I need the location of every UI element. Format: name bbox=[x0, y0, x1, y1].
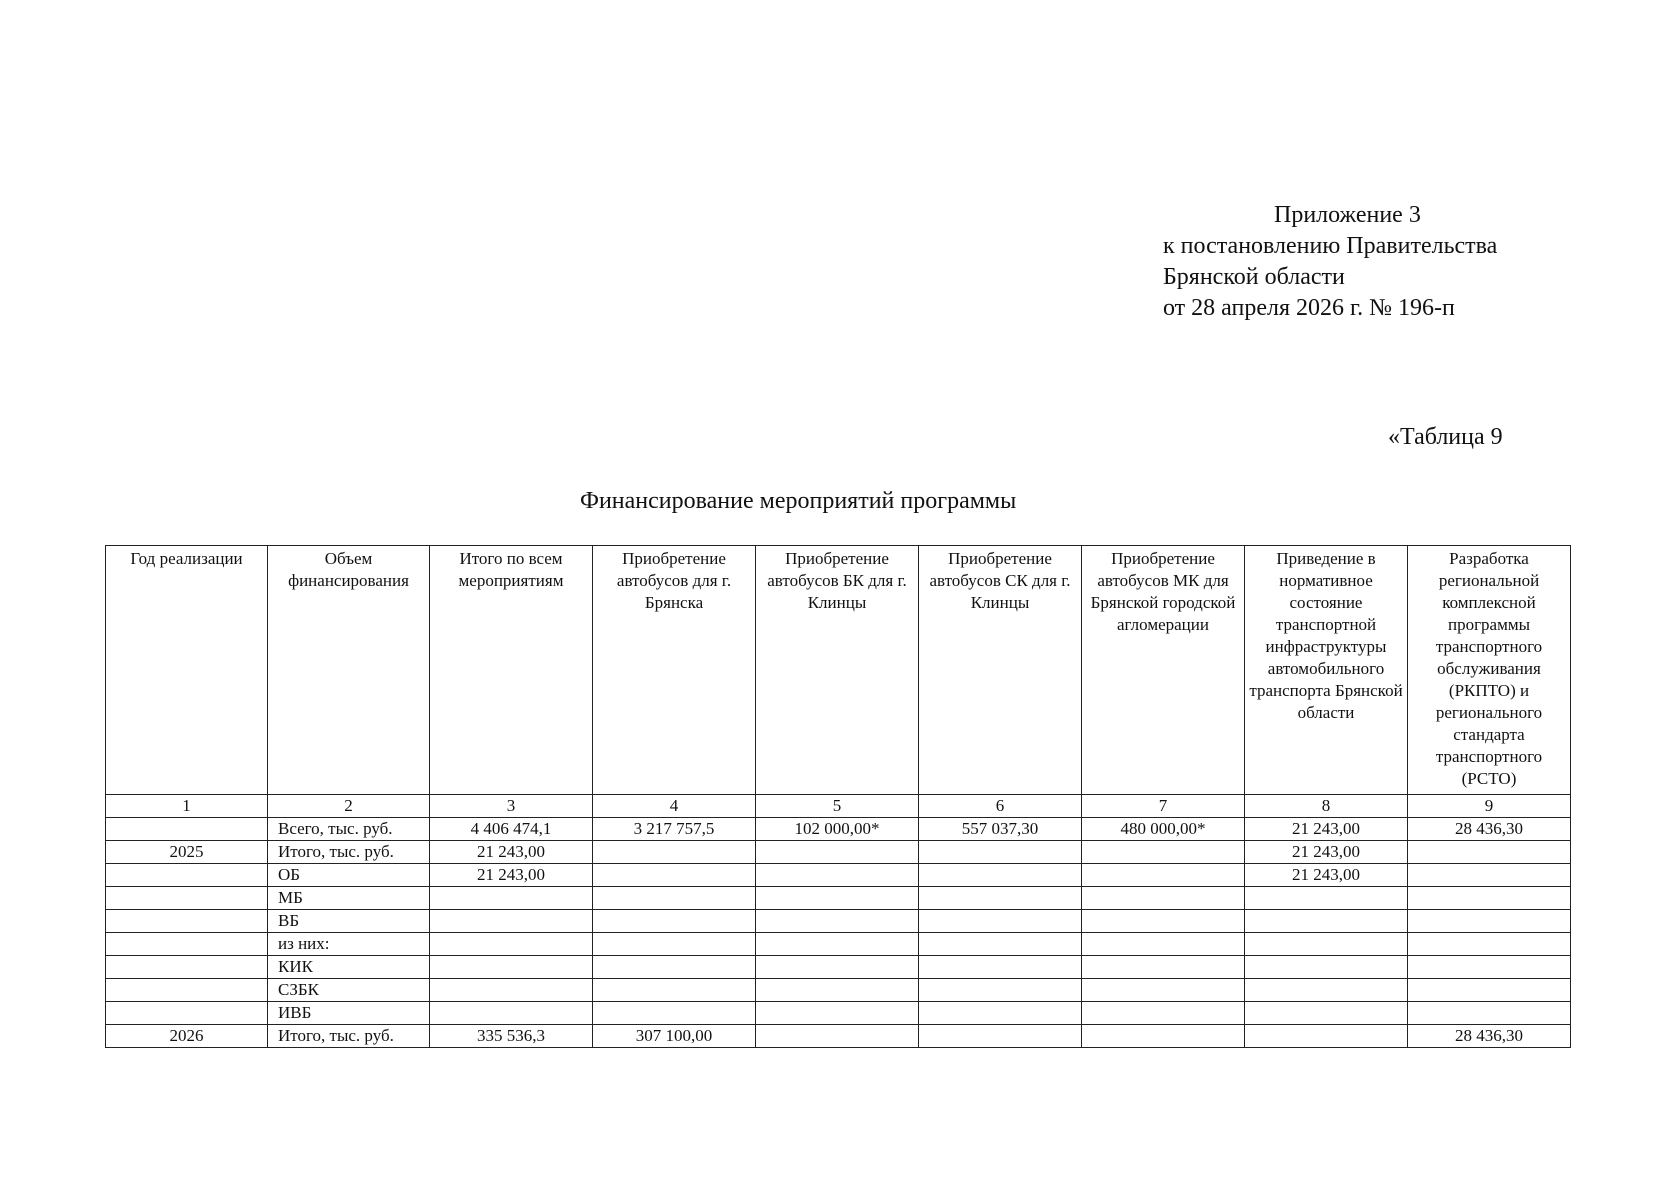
header-cell: Приведение в нормативное состояние транспортной инфраструктуры автомобильного транспорта Брянской области bbox=[1245, 546, 1408, 795]
amount-cell bbox=[1408, 887, 1571, 910]
year-cell bbox=[106, 933, 268, 956]
appendix-line-1: Приложение 3 bbox=[1274, 202, 1421, 228]
amount-cell bbox=[1082, 910, 1245, 933]
year-cell bbox=[106, 818, 268, 841]
amount-cell bbox=[430, 910, 593, 933]
funding-type-cell: Итого, тыс. руб. bbox=[268, 841, 430, 864]
amount-cell: 21 243,00 bbox=[1245, 818, 1408, 841]
financing-table bbox=[105, 545, 1571, 1048]
funding-type-cell: Всего, тыс. руб. bbox=[268, 818, 430, 841]
amount-cell: 557 037,30 bbox=[919, 818, 1082, 841]
column-number: 3 bbox=[430, 795, 593, 818]
amount-cell bbox=[430, 956, 593, 979]
table-row bbox=[106, 841, 1571, 864]
amount-cell bbox=[1082, 979, 1245, 1002]
amount-cell bbox=[1245, 887, 1408, 910]
table-header-row bbox=[106, 546, 1571, 795]
document-title: Финансирование мероприятий программы bbox=[580, 488, 1017, 514]
funding-type-cell: СЗБК bbox=[268, 979, 430, 1002]
appendix-line-3: Брянской области bbox=[1163, 264, 1345, 290]
year-cell bbox=[106, 887, 268, 910]
column-number: 1 bbox=[106, 795, 268, 818]
amount-cell: 4 406 474,1 bbox=[430, 818, 593, 841]
amount-cell bbox=[1408, 841, 1571, 864]
amount-cell bbox=[1245, 933, 1408, 956]
amount-cell bbox=[1408, 910, 1571, 933]
table-row bbox=[106, 864, 1571, 887]
amount-cell bbox=[1408, 864, 1571, 887]
amount-cell bbox=[430, 1002, 593, 1025]
year-cell: 2026 bbox=[106, 1025, 268, 1048]
amount-cell bbox=[593, 933, 756, 956]
year-cell bbox=[106, 864, 268, 887]
column-number: 9 bbox=[1408, 795, 1571, 818]
column-number-row bbox=[106, 795, 1571, 818]
appendix-line-4: от 28 апреля 2026 г. № 196-п bbox=[1163, 295, 1455, 321]
amount-cell: 21 243,00 bbox=[1245, 841, 1408, 864]
amount-cell: 28 436,30 bbox=[1408, 818, 1571, 841]
amount-cell bbox=[919, 864, 1082, 887]
amount-cell bbox=[430, 979, 593, 1002]
amount-cell: 102 000,00* bbox=[756, 818, 919, 841]
amount-cell bbox=[919, 910, 1082, 933]
header-cell: Итого по всем мероприятиям bbox=[430, 546, 593, 795]
amount-cell bbox=[593, 956, 756, 979]
amount-cell bbox=[1245, 956, 1408, 979]
amount-cell bbox=[919, 1002, 1082, 1025]
amount-cell bbox=[919, 979, 1082, 1002]
table-row bbox=[106, 956, 1571, 979]
year-cell bbox=[106, 956, 268, 979]
amount-cell bbox=[1245, 1025, 1408, 1048]
header-cell: Разработка региональной комплексной программы транспортного обслуживания (РКПТО) и регионального стандарта транспортного (РСТО) bbox=[1408, 546, 1571, 795]
header-cell: Объем финансирования bbox=[268, 546, 430, 795]
amount-cell bbox=[756, 1002, 919, 1025]
funding-type-cell: ИВБ bbox=[268, 1002, 430, 1025]
amount-cell bbox=[919, 1025, 1082, 1048]
amount-cell: 21 243,00 bbox=[1245, 864, 1408, 887]
amount-cell bbox=[1245, 979, 1408, 1002]
year-cell bbox=[106, 979, 268, 1002]
amount-cell bbox=[593, 841, 756, 864]
table-row bbox=[106, 1025, 1571, 1048]
amount-cell: 3 217 757,5 bbox=[593, 818, 756, 841]
header-cell: Приобретение автобусов СК для г. Клинцы bbox=[919, 546, 1082, 795]
amount-cell bbox=[1408, 933, 1571, 956]
amount-cell: 21 243,00 bbox=[430, 841, 593, 864]
amount-cell bbox=[919, 956, 1082, 979]
amount-cell bbox=[1082, 933, 1245, 956]
amount-cell bbox=[756, 956, 919, 979]
amount-cell bbox=[593, 1002, 756, 1025]
column-number: 4 bbox=[593, 795, 756, 818]
amount-cell bbox=[756, 979, 919, 1002]
amount-cell bbox=[919, 933, 1082, 956]
table-row bbox=[106, 910, 1571, 933]
funding-type-cell: ОБ bbox=[268, 864, 430, 887]
year-cell: 2025 bbox=[106, 841, 268, 864]
amount-cell bbox=[593, 887, 756, 910]
table-row bbox=[106, 818, 1571, 841]
amount-cell bbox=[1082, 841, 1245, 864]
appendix-block bbox=[1163, 200, 1497, 324]
table-label: «Таблица 9 bbox=[1388, 424, 1503, 450]
amount-cell bbox=[756, 864, 919, 887]
amount-cell bbox=[1408, 1002, 1571, 1025]
amount-cell bbox=[1082, 1025, 1245, 1048]
funding-type-cell: из них: bbox=[268, 933, 430, 956]
amount-cell bbox=[1245, 910, 1408, 933]
column-number: 2 bbox=[268, 795, 430, 818]
header-cell: Приобретение автобусов для г. Брянска bbox=[593, 546, 756, 795]
table-row bbox=[106, 933, 1571, 956]
amount-cell bbox=[1408, 956, 1571, 979]
amount-cell: 480 000,00* bbox=[1082, 818, 1245, 841]
year-cell bbox=[106, 910, 268, 933]
amount-cell bbox=[1245, 1002, 1408, 1025]
amount-cell bbox=[919, 887, 1082, 910]
appendix-line-2: к постановлению Правительства bbox=[1163, 233, 1498, 259]
table-row bbox=[106, 887, 1571, 910]
amount-cell: 335 536,3 bbox=[430, 1025, 593, 1048]
amount-cell bbox=[593, 864, 756, 887]
funding-type-cell: КИК bbox=[268, 956, 430, 979]
amount-cell bbox=[756, 887, 919, 910]
header-cell: Год реализации bbox=[106, 546, 268, 795]
header-cell: Приобретение автобусов МК для Брянской городской агломерации bbox=[1082, 546, 1245, 795]
amount-cell bbox=[593, 910, 756, 933]
column-number: 5 bbox=[756, 795, 919, 818]
amount-cell bbox=[1082, 864, 1245, 887]
amount-cell bbox=[1408, 979, 1571, 1002]
amount-cell bbox=[593, 979, 756, 1002]
funding-type-cell: ВБ bbox=[268, 910, 430, 933]
amount-cell bbox=[1082, 1002, 1245, 1025]
amount-cell bbox=[919, 841, 1082, 864]
funding-type-cell: МБ bbox=[268, 887, 430, 910]
column-number: 7 bbox=[1082, 795, 1245, 818]
amount-cell: 28 436,30 bbox=[1408, 1025, 1571, 1048]
amount-cell bbox=[756, 933, 919, 956]
amount-cell: 21 243,00 bbox=[430, 864, 593, 887]
funding-type-cell: Итого, тыс. руб. bbox=[268, 1025, 430, 1048]
amount-cell bbox=[430, 933, 593, 956]
column-number: 8 bbox=[1245, 795, 1408, 818]
amount-cell bbox=[1082, 887, 1245, 910]
amount-cell bbox=[756, 1025, 919, 1048]
column-number: 6 bbox=[919, 795, 1082, 818]
table-row bbox=[106, 979, 1571, 1002]
amount-cell: 307 100,00 bbox=[593, 1025, 756, 1048]
amount-cell bbox=[1082, 956, 1245, 979]
amount-cell bbox=[756, 841, 919, 864]
year-cell bbox=[106, 1002, 268, 1025]
amount-cell bbox=[430, 887, 593, 910]
table-row bbox=[106, 1002, 1571, 1025]
header-cell: Приобретение автобусов БК для г. Клинцы bbox=[756, 546, 919, 795]
amount-cell bbox=[756, 910, 919, 933]
